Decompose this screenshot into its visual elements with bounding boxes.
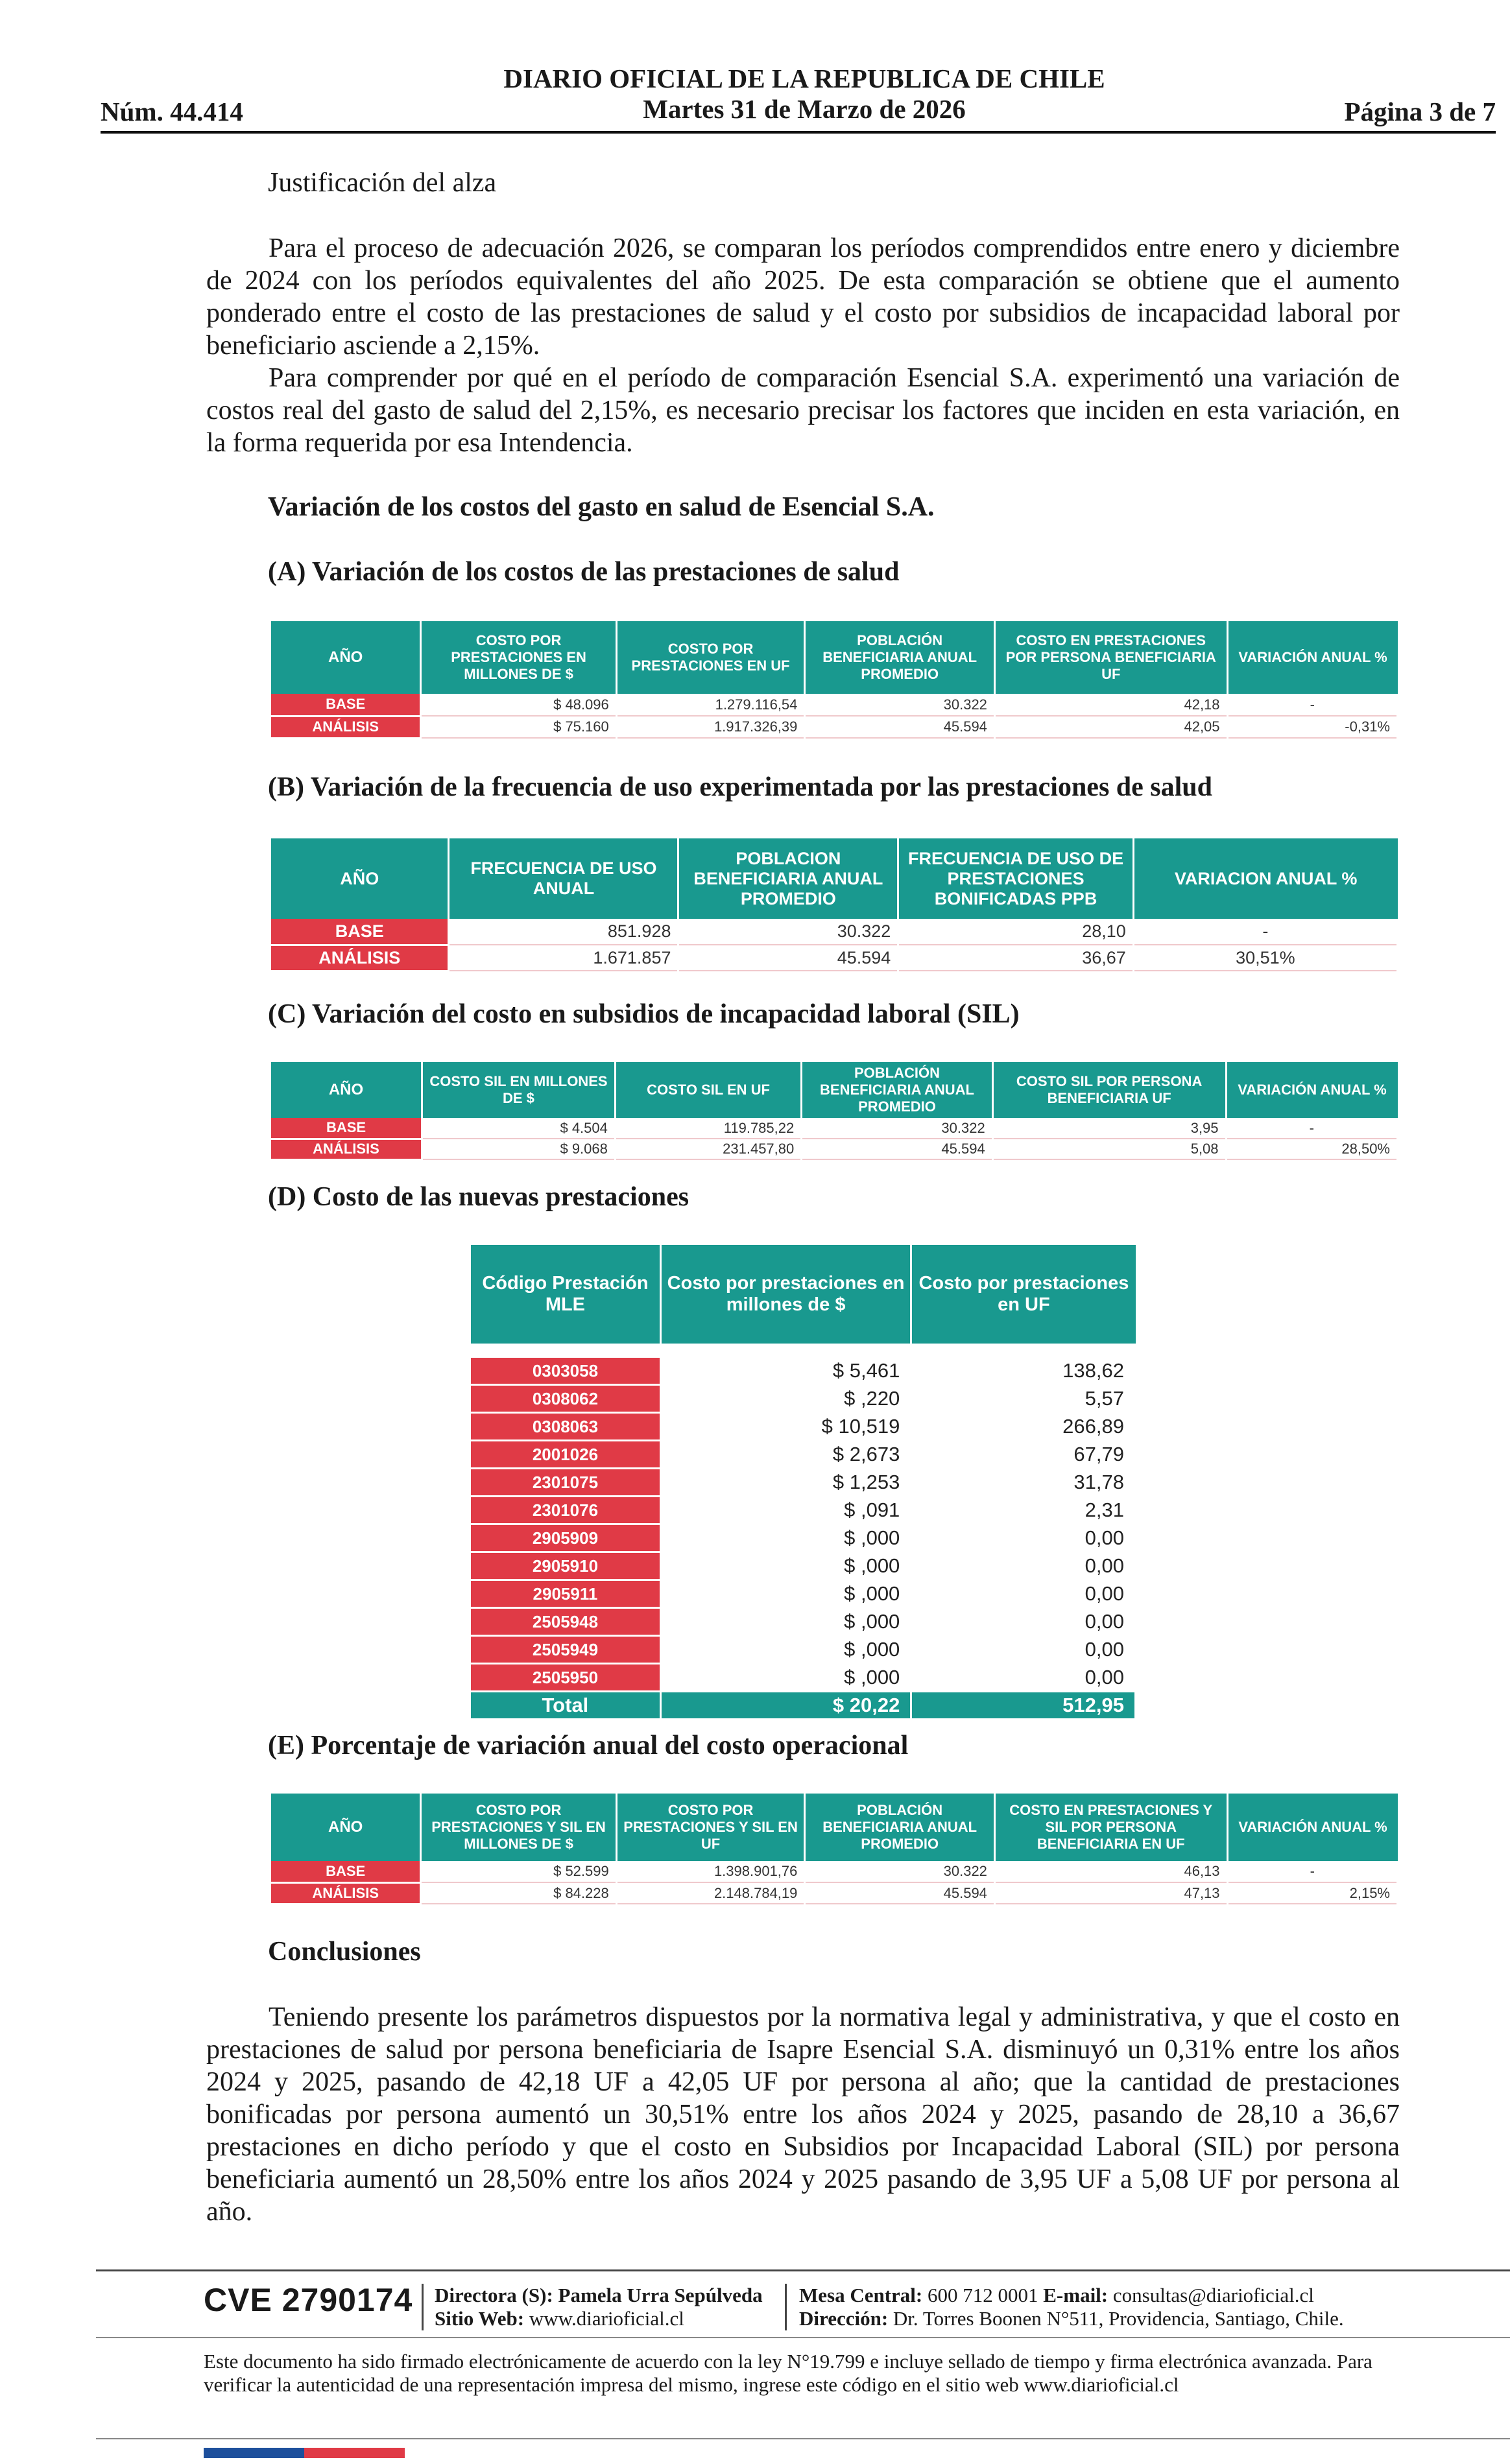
cell: - [1227,694,1397,716]
table-a [271,621,1398,739]
cell: $ 5,461 [660,1358,911,1385]
masthead [0,64,1510,124]
cell: 0,00 [911,1636,1136,1664]
table-row [271,1861,1398,1882]
table-row [471,1441,1136,1469]
table-e-header: POBLACIÓN BENEFICIARIA ANUAL PROMEDIO [805,1794,995,1861]
table-row [471,1385,1136,1413]
table-row [271,1139,1398,1159]
table-row [471,1497,1136,1524]
cell: 46,13 [994,1861,1227,1882]
total-cell: $ 20,22 [660,1692,911,1720]
table-a-header: POBLACIÓN BENEFICIARIA ANUAL PROMEDIO [805,621,995,694]
table-e-header: VARIACIÓN ANUAL % [1227,1794,1397,1861]
code-cell: 2505950 [471,1664,660,1692]
table-row [471,1664,1136,1692]
flag-stripe-blue [204,2448,304,2458]
cell: 851.928 [449,919,678,945]
row-label: ANÁLISIS [271,716,421,738]
conclusions-title: Conclusiones [268,1937,421,1967]
table-row [471,1469,1136,1497]
cell: 2,15% [1227,1882,1397,1904]
cell: 119.785,22 [615,1118,801,1139]
page-indicator: Página 3 de 7 [1344,97,1496,126]
code-cell: 2505949 [471,1636,660,1664]
cell: -0,31% [1227,716,1397,738]
table-row [471,1413,1136,1441]
code-cell: 0308063 [471,1413,660,1441]
cell: 2.148.784,19 [616,1882,805,1904]
cell: 30.322 [805,1861,995,1882]
site-link[interactable]: www.diarioficial.cl [529,2307,684,2330]
row-label: BASE [271,919,449,945]
table-d [471,1245,1136,1720]
cell: 45.594 [678,945,898,971]
cell: 30.322 [802,1118,992,1139]
table-row [271,716,1398,738]
footer-separator [422,2284,424,2330]
cell: 30,51% [1133,945,1397,971]
table-c-header: AÑO [271,1062,422,1118]
footer-contact-left [435,2284,763,2330]
email-label: E-mail: [1043,2284,1109,2306]
cell: $ ,091 [660,1497,911,1524]
site-label: Sitio Web: [435,2307,525,2330]
cell: $ 4.504 [422,1118,616,1139]
phone-label: Mesa Central: [799,2284,923,2306]
row-label: ANÁLISIS [271,1882,421,1904]
cell: 42,05 [994,716,1227,738]
table-a-header: COSTO EN PRESTACIONES POR PERSONA BENEFICIARIA UF [994,621,1227,694]
table-row [471,1524,1136,1552]
table-e [271,1794,1398,1905]
table-e-header: AÑO [271,1794,421,1861]
heading-main: Variación de los costos del gasto en salud de Esencial S.A. [268,492,935,522]
cell: 42,18 [994,694,1227,716]
table-a-header: VARIACIÓN ANUAL % [1227,621,1397,694]
heading-d: (D) Costo de las nuevas prestaciones [268,1182,689,1212]
table-b-header: FRECUENCIA DE USO DE PRESTACIONES BONIFICADAS PPB [898,838,1134,919]
paragraph-1: Para el proceso de adecuación 2026, se comparan los períodos comprendidos entre enero y diciembre de 2024 con los períodos equivalentes del año 2025. De esta comparación se obtiene que el aumento ponderado entre el costo de las prestaciones de salud y el costo por subsidios de incapacidad laboral por beneficiario asciende a 2,15%. [206,233,1400,361]
cell: 67,79 [911,1441,1136,1469]
cell: 31,78 [911,1469,1136,1497]
cell: 28,10 [898,919,1134,945]
cell: $ ,000 [660,1636,911,1664]
table-c-header: COSTO SIL EN MILLONES DE $ [422,1062,616,1118]
code-cell: 2905910 [471,1552,660,1580]
table-row [271,1882,1398,1904]
code-cell: 0308062 [471,1385,660,1413]
footer-separator [785,2284,787,2330]
cell: 1.917.326,39 [616,716,805,738]
heading-b: (B) Variación de la frecuencia de uso experimentada por las prestaciones de salud [268,772,1213,802]
cell: 30.322 [805,694,995,716]
table-d-header: Costo por prestaciones en millones de $ [660,1245,911,1344]
table-row [471,1608,1136,1636]
code-cell: 2301076 [471,1497,660,1524]
table-a-header: COSTO POR PRESTACIONES EN UF [616,621,805,694]
table-row [271,945,1398,971]
cell: 5,08 [992,1139,1226,1159]
cell: $ ,220 [660,1385,911,1413]
table-c-header: COSTO SIL POR PERSONA BENEFICIARIA UF [992,1062,1226,1118]
cell: $ 48.096 [421,694,616,716]
row-label: BASE [271,694,421,716]
table-b [271,838,1398,972]
table-c-header: POBLACIÓN BENEFICIARIA ANUAL PROMEDIO [802,1062,992,1118]
cell: 45.594 [805,716,995,738]
address-label: Dirección: [799,2307,889,2330]
heading-c: (C) Variación del costo en subsidios de incapacidad laboral (SIL) [268,999,1020,1029]
total-row [471,1692,1136,1720]
table-e-header: COSTO EN PRESTACIONES Y SIL POR PERSONA BENEFICIARIA EN UF [994,1794,1227,1861]
cell: 3,95 [992,1118,1226,1139]
code-cell: 2001026 [471,1441,660,1469]
heading-e: (E) Porcentaje de variación anual del costo operacional [268,1731,909,1760]
cell: 231.457,80 [615,1139,801,1159]
cell: $ 75.160 [421,716,616,738]
address-text: Dr. Torres Boonen N°511, Providencia, Santiago, Chile. [893,2307,1344,2330]
cell: 45.594 [802,1139,992,1159]
row-label: BASE [271,1118,422,1139]
cell: $ ,000 [660,1524,911,1552]
code-cell: 2905911 [471,1580,660,1608]
footer-contact-right [799,2284,1344,2330]
table-c-header: COSTO SIL EN UF [615,1062,801,1118]
table-row [271,919,1398,945]
table-b-header: VARIACION ANUAL % [1133,838,1397,919]
legal-note: Este documento ha sido firmado electrónicamente de acuerdo con la ley N°19.799 e incluye sellado de tiempo y firma electrónica avanzada. Para verificar la autenticidad de una representación impresa del mismo, ingrese este código en el sitio web www.diarioficial.cl [204,2350,1372,2396]
issue-number: Núm. 44.414 [101,97,243,126]
row-label: ANÁLISIS [271,945,449,971]
header-divider [101,131,1496,134]
cell: 45.594 [805,1882,995,1904]
code-cell: 2301075 [471,1469,660,1497]
cell: $ ,000 [660,1664,911,1692]
cell: 138,62 [911,1358,1136,1385]
table-d-header: Código Prestación MLE [471,1245,660,1344]
cell: - [1133,919,1397,945]
total-cell: 512,95 [911,1692,1136,1720]
phone-number: 600 712 0001 [928,2284,1038,2306]
cell: - [1226,1118,1397,1139]
row-label: BASE [271,1861,421,1882]
cell: 36,67 [898,945,1134,971]
table-row [471,1636,1136,1664]
cell: 266,89 [911,1413,1136,1441]
cell: 5,57 [911,1385,1136,1413]
cell: 1.671.857 [449,945,678,971]
section-title: Justificación del alza [268,168,497,198]
cell: 0,00 [911,1524,1136,1552]
cell: 0,00 [911,1552,1136,1580]
cell: $ 10,519 [660,1413,911,1441]
footer-divider-mid [96,2337,1510,2338]
cell: $ 1,253 [660,1469,911,1497]
cell: 1.279.116,54 [616,694,805,716]
table-row [271,1118,1398,1139]
table-row [471,1358,1136,1385]
table-e-header: COSTO POR PRESTACIONES Y SIL EN MILLONES DE $ [421,1794,616,1861]
heading-a: (A) Variación de los costos de las prestaciones de salud [268,557,900,587]
footer-divider-bottom [96,2438,1510,2439]
row-label: ANÁLISIS [271,1139,422,1159]
code-cell: 2905909 [471,1524,660,1552]
cell: 0,00 [911,1608,1136,1636]
table-a-header: AÑO [271,621,421,694]
cell: $ 2,673 [660,1441,911,1469]
table-c [271,1062,1398,1161]
table-a-header: COSTO POR PRESTACIONES EN MILLONES DE $ [421,621,616,694]
cell: 2,31 [911,1497,1136,1524]
director-label: Directora (S): [435,2284,553,2306]
masthead-title: DIARIO OFICIAL DE LA REPUBLICA DE CHILE [503,64,1105,93]
table-e-header: COSTO POR PRESTACIONES Y SIL EN UF [616,1794,805,1861]
table-d-header: Costo por prestaciones en UF [911,1245,1136,1344]
paragraph-2: Para comprender por qué en el período de comparación Esencial S.A. experimentó una variación de costos real del gasto de salud del 2,15%, es necesario precisar los factores que inciden en esta variación, en la forma requerida por esa Intendencia. [206,363,1400,458]
cell: $ 52.599 [421,1861,616,1882]
table-b-header: POBLACION BENEFICIARIA ANUAL PROMEDIO [678,838,898,919]
table-row [471,1580,1136,1608]
cell: - [1227,1861,1397,1882]
masthead-date: Martes 31 de Marzo de 2026 [643,94,966,124]
code-cell: 0303058 [471,1358,660,1385]
cell: $ ,000 [660,1552,911,1580]
cell: 0,00 [911,1664,1136,1692]
table-c-header: VARIACIÓN ANUAL % [1226,1062,1397,1118]
cell: 28,50% [1226,1139,1397,1159]
cell: $ ,000 [660,1580,911,1608]
cell: $ ,000 [660,1608,911,1636]
table-b-header: AÑO [271,838,449,919]
conclusions-paragraph: Teniendo presente los parámetros dispuestos por la normativa legal y administrativa, y que el costo en prestaciones de salud por persona beneficiaria de Isapre Esencial S.A. disminuyó un 0,31% entre los años 2024 y 2025, pasando de 42,18 UF a 42,05 UF por persona al año; que la cantidad de prestaciones bonificadas por persona aumentó un 30,51% entre los años 2024 y 2025, pasando de 28,10 a 36,67 prestaciones en dicho período y que el costo en Subsidios por Incapacidad Laboral (SIL) por persona beneficiaria aumentó un 28,50% entre los años 2024 y 2025 pasando de 3,95 UF a 5,08 UF por persona al año. [206,2002,1400,2227]
flag-stripe-red [304,2448,405,2458]
table-row [271,694,1398,716]
code-cell: 2505948 [471,1608,660,1636]
cell: 1.398.901,76 [616,1861,805,1882]
footer-divider-top [96,2269,1510,2271]
cell: 30.322 [678,919,898,945]
total-label: Total [471,1692,660,1720]
cell: $ 84.228 [421,1882,616,1904]
director-name: Pamela Urra Sepúlveda [558,2284,763,2306]
email-link[interactable]: consultas@diarioficial.cl [1112,2284,1314,2306]
cell: 0,00 [911,1580,1136,1608]
cell: 47,13 [994,1882,1227,1904]
table-row [471,1552,1136,1580]
table-b-header: FRECUENCIA DE USO ANUAL [449,838,678,919]
cell: $ 9.068 [422,1139,616,1159]
cve-code: CVE 2790174 [204,2282,413,2318]
